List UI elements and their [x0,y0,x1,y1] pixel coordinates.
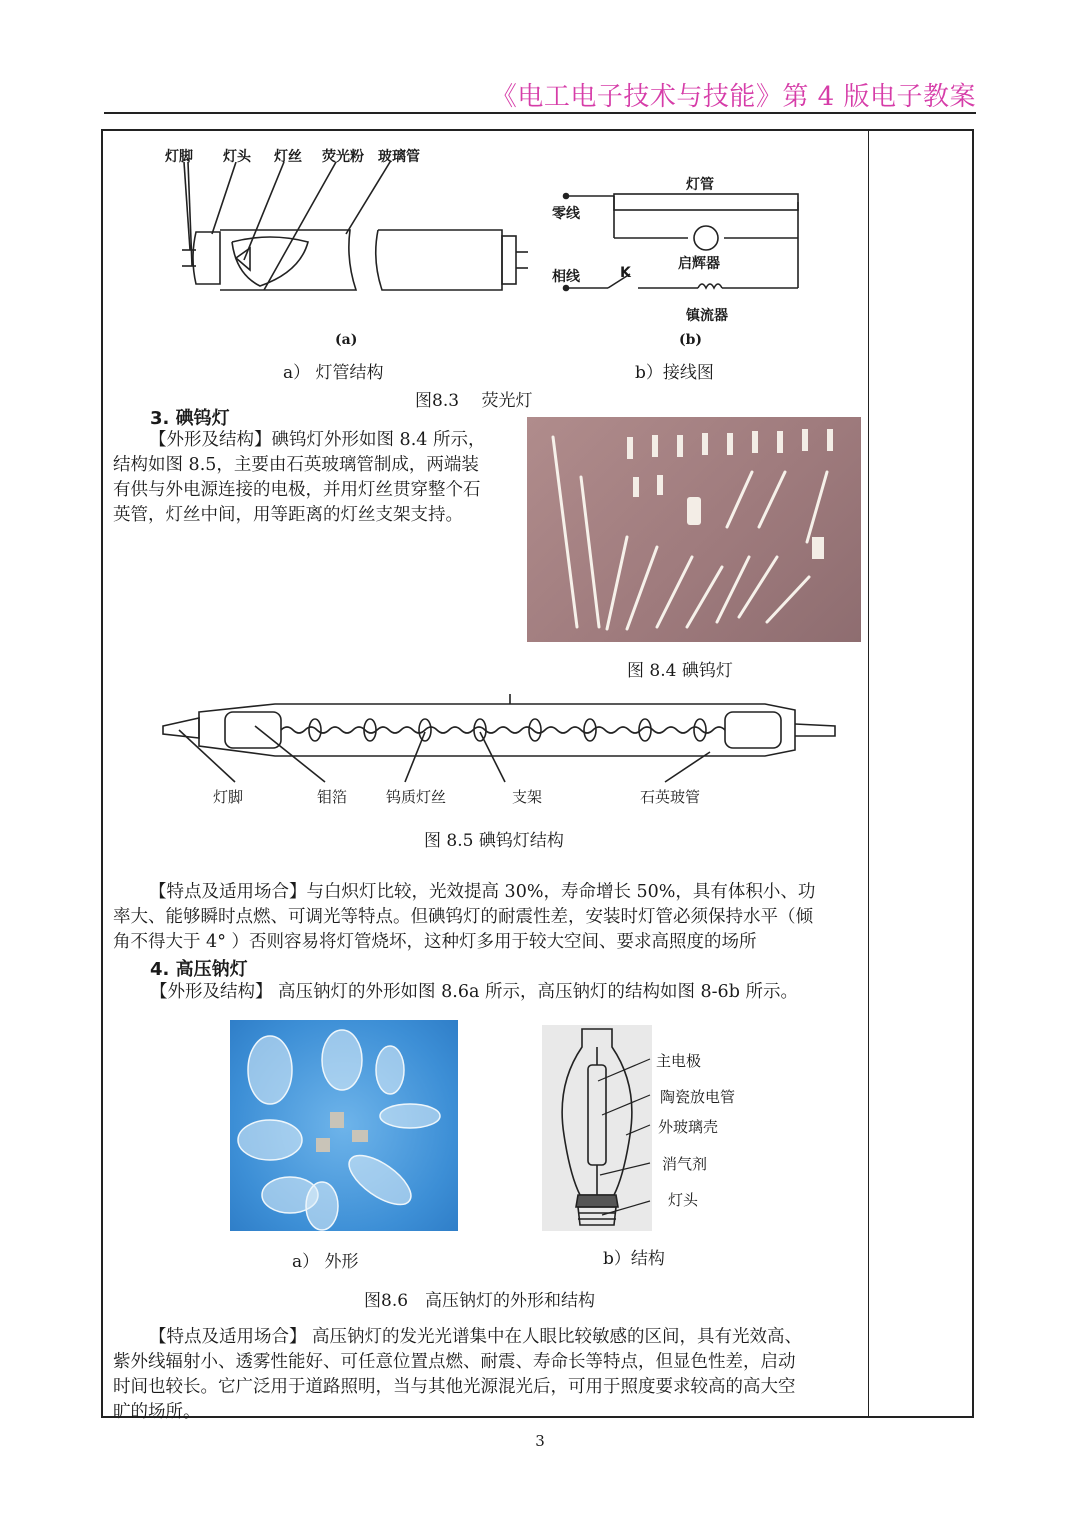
label-glass-tube: 玻璃管 [378,149,420,165]
wiring-diagram [548,168,808,318]
section4-heading: 4. 高压钠灯 [150,959,248,980]
fig85-label-quartz: 石英玻管 [640,788,701,806]
section3-intro [113,428,513,528]
sodium-lamps-photo [230,1020,458,1231]
fig86-label-lamp-cap: 灯头 [668,1191,699,1209]
fig85-label-support: 支架 [512,788,543,806]
section3-features-line-1: 【特点及适用场合】与白炽灯比较，光效提高 30%，寿命增长 50%，具有体积小、功 [149,882,816,902]
fig86-label-outer-glass: 外玻璃壳 [658,1118,719,1136]
fig83-caption-a: a） 灯管结构 [283,363,384,383]
label-neutral: 零线 [552,206,580,222]
section4-features-line-1: 【特点及适用场合】 高压钠灯的发光光谱集中在人眼比较敏感的区间，具有光效高、 [149,1327,803,1347]
label-switch: K [620,265,631,281]
sodium-lamps-illustration [230,1020,458,1231]
section3-features [113,880,865,955]
header-rule [104,112,976,114]
fig86-caption-a: a） 外形 [292,1252,359,1272]
section3-line-1: 【外形及结构】碘钨灯外形如图 8.4 所示， [149,430,486,450]
halogen-lamps-photo [527,417,861,642]
page-number: 3 [535,1432,545,1450]
fig86-caption: 图8.6 高压钠灯的外形和结构 [364,1291,596,1311]
label-lamp-cap: 灯头 [223,149,251,165]
fig84-caption: 图 8.4 碘钨灯 [627,661,733,681]
header-title: 《电工电子技术与技能》第 4 版电子教案 [490,82,976,112]
label-lamp-pin: 灯脚 [165,149,193,165]
section3-features-line-3: 角不得大于 4° ）否则容易将灯管烧坏，这种灯多用于较大空间、要求高照度的场所 [113,932,757,952]
halogen-structure-diagram [155,690,845,800]
section3-line-4: 英管，灯丝中间，用等距离的灯丝支架支持。 [113,505,463,525]
fig86-label-getter: 消气剂 [662,1155,708,1173]
section4-features-line-4: 旷的场所。 [113,1402,201,1422]
label-filament: 灯丝 [274,149,302,165]
fig83-caption-b: b）接线图 [635,363,714,383]
section4-features-line-2: 紫外线辐射小、透雾性能好、可任意位置点燃、耐震、寿命长等特点，但显色性差，启动 [113,1352,796,1372]
frame-divider [868,129,869,1418]
label-phosphor: 荧光粉 [322,149,364,165]
section4-features [113,1325,865,1425]
fig85-caption: 图 8.5 碘钨灯结构 [424,831,564,851]
fig85-label-pin: 灯脚 [213,788,244,806]
sub-b-tag: (b) [679,332,703,348]
fig85-label-moly-foil: 钼箔 [317,788,348,806]
sub-a-tag: (a) [335,332,358,348]
fig86-label-main-electrode: 主电极 [656,1052,702,1070]
label-tube: 灯管 [686,177,714,193]
fig83-caption: 图8.3 荧光灯 [415,391,533,411]
section4-intro: 【外形及结构】 高压钠灯的外形如图 8.6a 所示，高压钠灯的结构如图 8-6b 所示。 [150,982,798,1002]
label-ballast: 镇流器 [686,308,728,324]
section3-features-line-2: 率大、能够瞬时点燃、可调光等特点。但碘钨灯的耐震性差，安装时灯管必须保持水平（倾 [113,907,813,927]
section3-line-3: 有供与外电源连接的电极，并用灯丝贯穿整个石 [113,480,481,500]
halogen-lamps-illustration [527,417,861,642]
fig85-label-tungsten: 钨质灯丝 [386,788,447,806]
section3-heading: 3. 碘钨灯 [150,408,230,429]
fig86-caption-b: b）结构 [603,1249,665,1269]
section4-features-line-3: 时间也较长。它广泛用于道路照明，当与其他光源混光后，可用于照度要求较高的高大空 [113,1377,796,1397]
fig86-label-ceramic-tube: 陶瓷放电管 [660,1088,736,1106]
label-live: 相线 [552,269,580,285]
sodium-lamp-structure-diagram [542,1025,652,1231]
section3-line-2: 结构如图 8.5，主要由石英玻璃管制成，两端装 [113,455,479,475]
label-starter: 启辉器 [678,256,720,272]
fluorescent-tube-diagram [150,162,540,302]
